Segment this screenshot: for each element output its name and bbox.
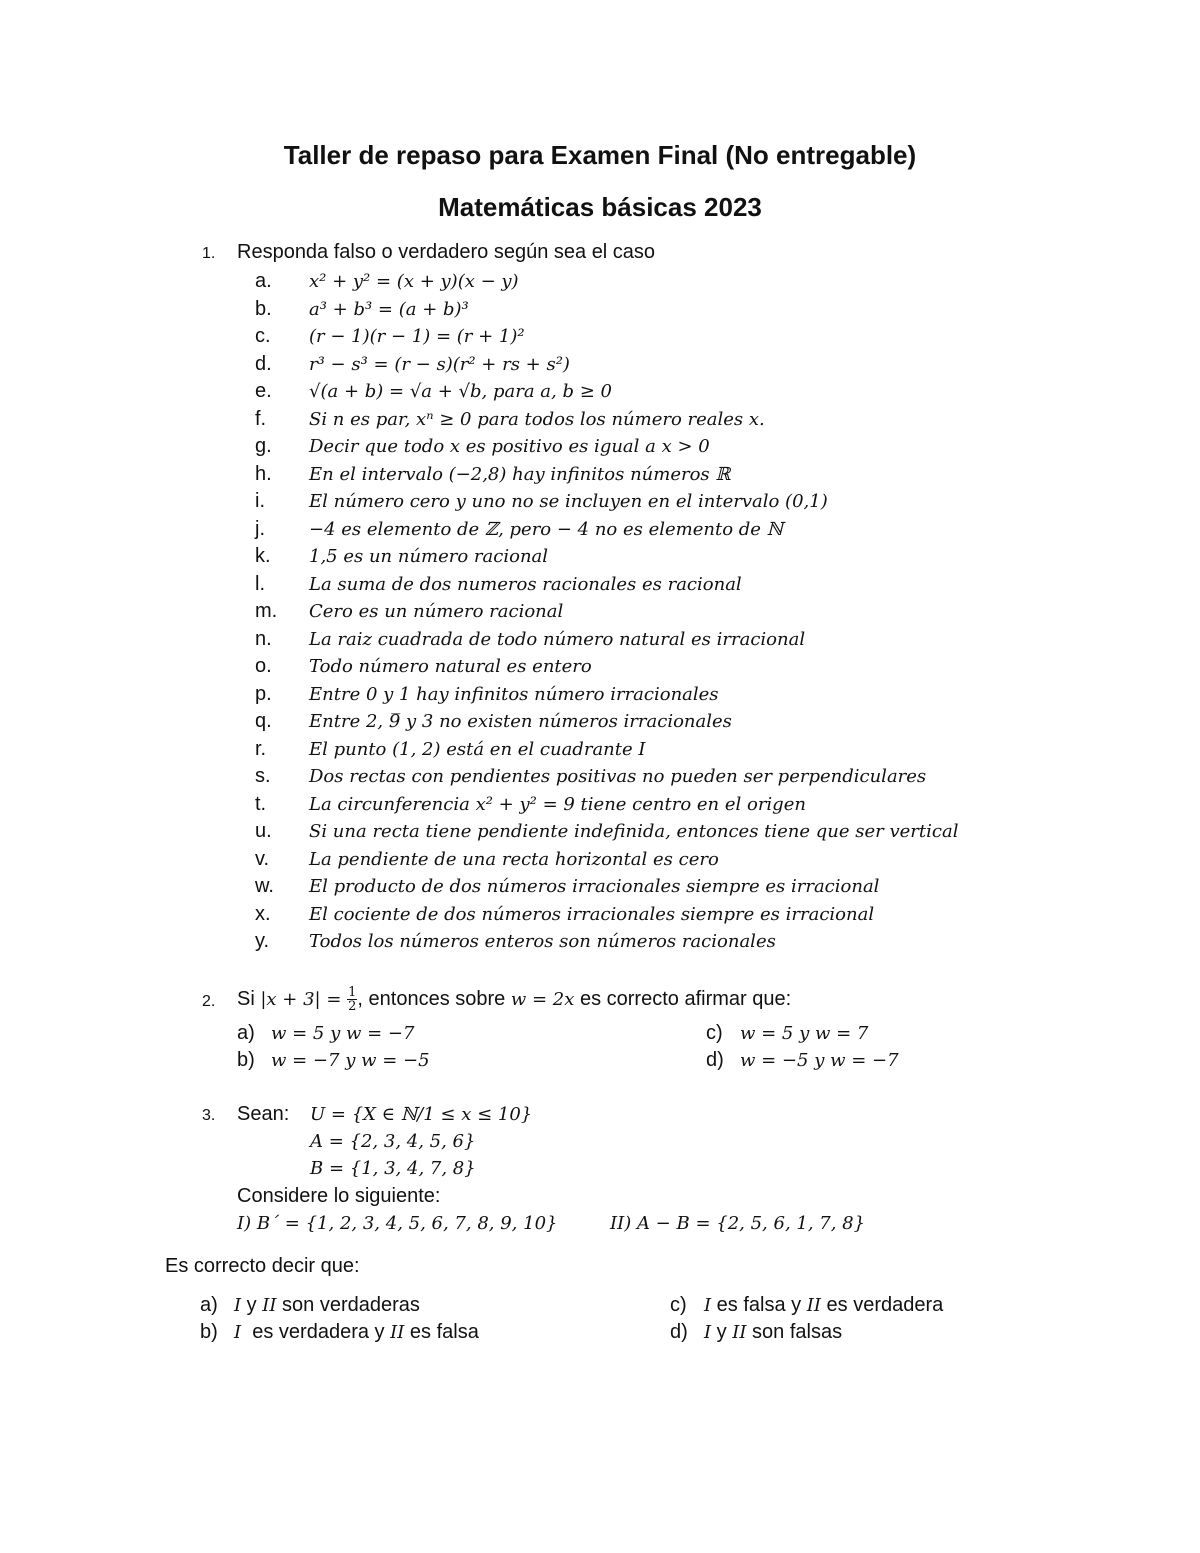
question-2-option-a[interactable]: a) w = 5 y w = −7	[237, 1022, 415, 1044]
question-2-option-b[interactable]: b) w = −7 y w = −5	[237, 1049, 430, 1071]
item-statement: r³ − s³ = (r − s)(r² + rs + s²)	[309, 353, 570, 375]
question-1-number: 1.	[202, 245, 216, 262]
item-statement: −4 es elemento de ℤ, pero − 4 no es elemento de ℕ	[309, 518, 784, 540]
item-label: o.	[255, 655, 272, 677]
page-title: Taller de repaso para Examen Final (No entregable)	[283, 140, 917, 170]
item-statement: Si n es par, xⁿ ≥ 0 para todos los número reales x.	[309, 408, 765, 430]
item-label: q.	[255, 710, 272, 732]
set-b: B = {1, 3, 4, 7, 8}	[310, 1158, 476, 1179]
item-label: y.	[255, 930, 270, 952]
item-label: s.	[255, 765, 271, 787]
item-statement: En el intervalo (−2,8) hay infinitos números ℝ	[309, 463, 731, 485]
item-label: t.	[255, 792, 267, 815]
item-label: i.	[255, 490, 265, 512]
item-statement: El punto (1, 2) está en el cuadrante I	[309, 738, 646, 760]
question-3-option-d[interactable]: d) I y II son falsas	[670, 1321, 843, 1343]
item-label: g.	[255, 435, 272, 457]
item-statement: Si una recta tiene pendiente indefinida, entonces tiene que ser vertical	[309, 821, 959, 842]
item-label: a.	[255, 270, 272, 292]
question-1-prompt: Responda falso o verdadero según sea el caso	[237, 241, 656, 263]
item-statement: (r − 1)(r − 1) = (r + 1)²	[309, 326, 525, 347]
item-label: b.	[255, 297, 272, 320]
item-label: m.	[255, 600, 278, 622]
item-label: w.	[255, 875, 274, 897]
item-statement: 1,5 es un número racional	[309, 546, 549, 567]
question-3-option-a[interactable]: a) I y II son verdaderas	[200, 1294, 420, 1316]
item-label: d.	[255, 352, 272, 375]
fraction: $\frac{1}{2}$	[348, 985, 357, 1015]
item-label: x.	[255, 902, 271, 925]
item-label: c.	[255, 325, 271, 347]
page-subtitle: Matemáticas básicas 2023	[438, 192, 762, 222]
item-statement: Cero es un número racional	[309, 601, 564, 622]
question-3-number: 3.	[202, 1107, 216, 1124]
abs-expression: |x + 3| =	[260, 989, 348, 1010]
item-statement: La raiz cuadrada de todo número natural es irracional	[309, 628, 806, 650]
item-label: u.	[255, 820, 272, 842]
item-statement: x² + y² = (x + y)(x − y)	[309, 271, 519, 292]
question-2-option-d[interactable]: d) w = −5 y w = −7	[706, 1049, 899, 1071]
es-correcto-text: Es correcto decir que:	[165, 1255, 360, 1277]
item-label: f.	[255, 407, 267, 430]
item-label: r.	[255, 737, 267, 760]
item-statement: Entre 0 y 1 hay infinitos número irracionales	[309, 683, 719, 705]
statement-2: II) A − B = {2, 5, 6, 1, 7, 8}	[610, 1213, 866, 1234]
statement-1: I) B´ = {1, 2, 3, 4, 5, 6, 7, 8, 9, 10}	[237, 1213, 558, 1234]
item-statement: El cociente de dos números irracionales siempre es irracional	[309, 903, 875, 925]
w-expression: w = 2x	[510, 989, 575, 1010]
item-label: v.	[255, 847, 270, 870]
set-u: U = {X ∈ ℕ/1 ≤ x ≤ 10}	[310, 1104, 533, 1125]
item-label: n.	[255, 627, 272, 650]
item-statement: Dos rectas con pendientes positivas no pueden ser perpendiculares	[309, 766, 927, 787]
item-label: j.	[255, 517, 265, 540]
item-label: e.	[255, 380, 272, 402]
question-2-prompt: Si |x + 3| = $\frac{1}{2}$ , entonces sobre w = 2x es correcto afirmar que:	[237, 985, 792, 1015]
item-statement: a³ + b³ = (a + b)³	[309, 298, 469, 320]
item-statement: √(a + b) = √a + √b, para a, b ≥ 0	[309, 381, 612, 402]
item-label: h.	[255, 462, 272, 485]
item-statement: Todo número natural es entero	[309, 656, 592, 677]
item-statement: Decir que todo x es positivo es igual a x > 0	[309, 436, 710, 457]
item-statement: El producto de dos números irracionales siempre es irracional	[309, 876, 880, 897]
question-3-option-b[interactable]: b) I es verdadera y II es falsa	[200, 1321, 479, 1343]
item-statement: El número cero y uno no se incluyen en el intervalo (0,1)	[309, 491, 828, 512]
question-2-number: 2.	[202, 993, 216, 1010]
item-statement: La circunferencia x² + y² = 9 tiene centro en el origen	[309, 793, 806, 815]
question-3-option-c[interactable]: c) I es falsa y II es verdadera	[670, 1294, 944, 1316]
item-statement: Todos los números enteros son números racionales	[309, 931, 776, 952]
question-2-option-c[interactable]: c) w = 5 y w = 7	[706, 1022, 869, 1044]
item-label: k.	[255, 545, 271, 567]
item-statement: Entre 2, 9̅ y 3 no existen números irracionales	[309, 711, 732, 732]
item-label: l.	[255, 572, 265, 595]
item-label: p.	[255, 682, 272, 705]
set-a: A = {2, 3, 4, 5, 6}	[310, 1131, 476, 1152]
considere-text: Considere lo siguiente:	[237, 1185, 441, 1207]
question-3-sean: Sean:	[237, 1103, 290, 1125]
item-statement: La suma de dos numeros racionales es racional	[309, 573, 742, 595]
item-statement: La pendiente de una recta horizontal es cero	[309, 848, 719, 870]
